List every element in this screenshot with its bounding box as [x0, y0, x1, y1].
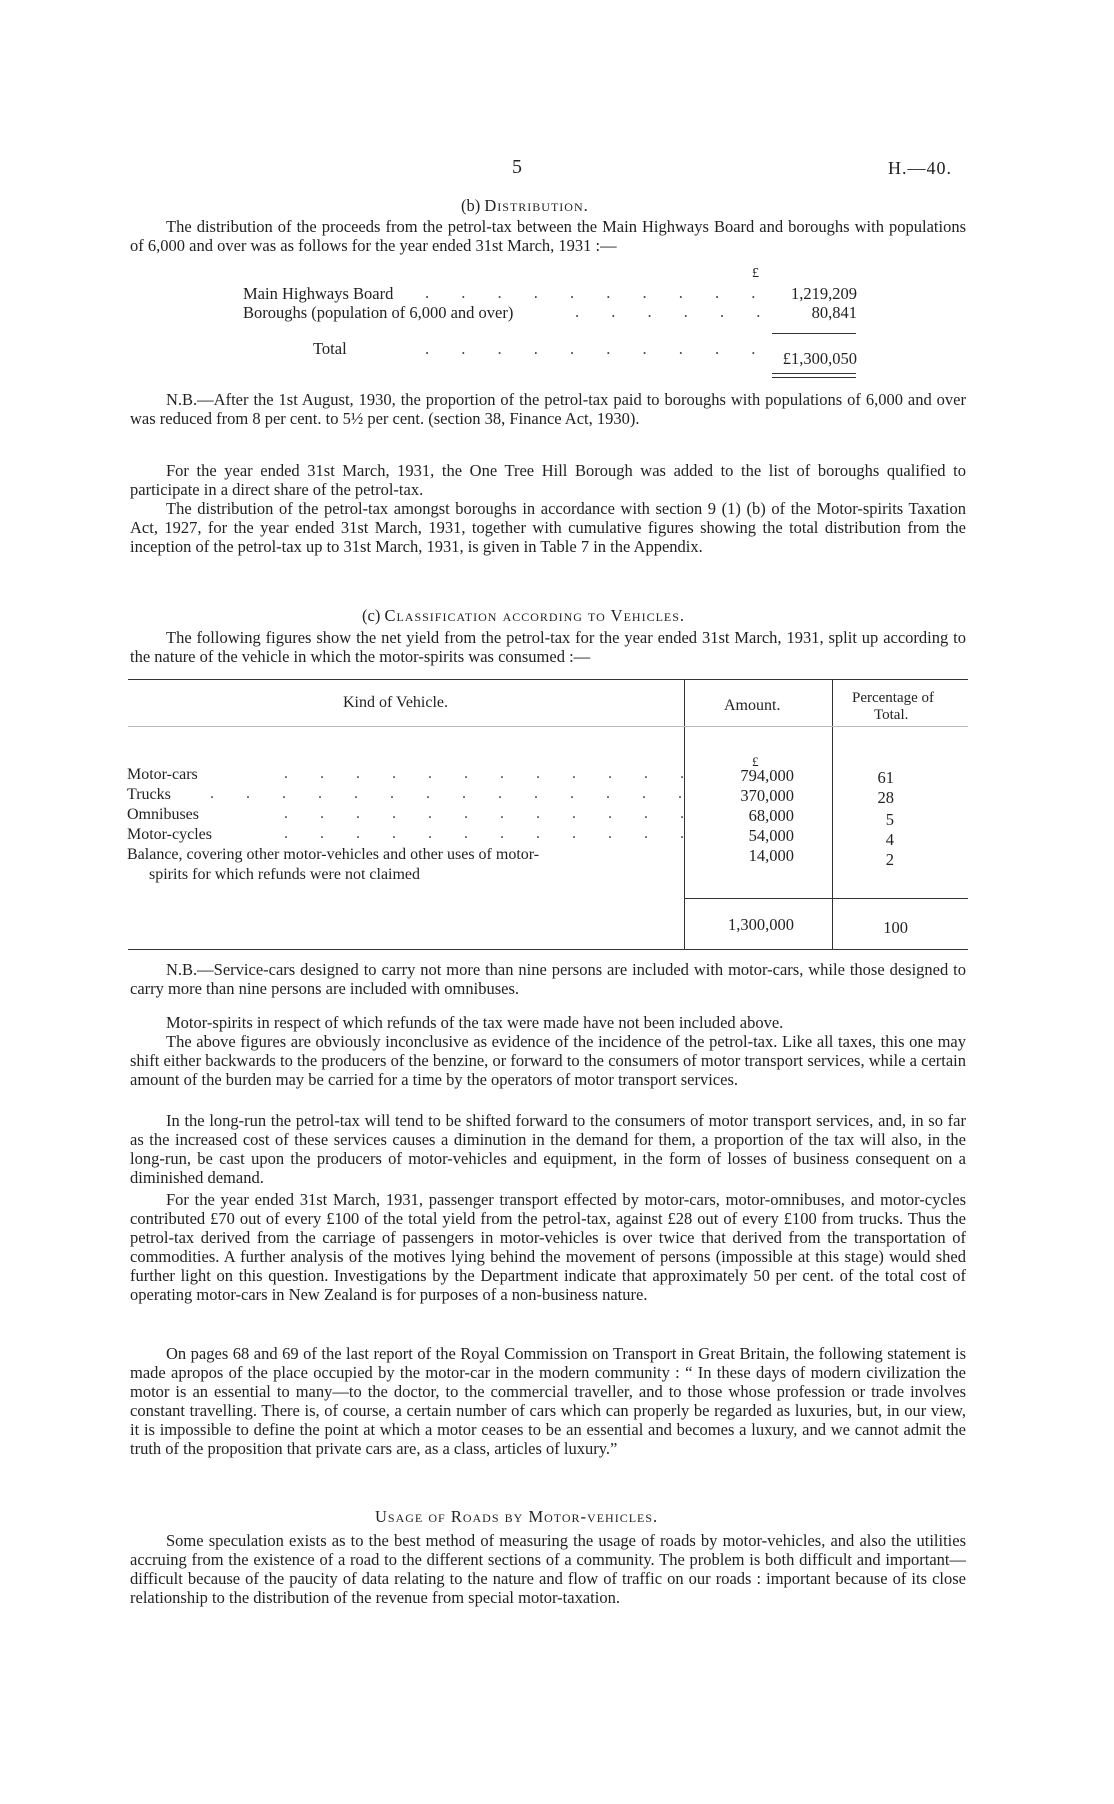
column-header-kind: Kind of Vehicle.: [343, 694, 449, 711]
table-row-kind: Balance, covering other motor-vehicles and other uses of motor-: [127, 846, 540, 863]
distribution-nb: N.B.—After the 1st August, 1930, the proportion of the petrol-tax paid to boroughs with populations of 6,000 and over was reduced from 8 per cent. to 5½ per cent. (section 38, Finance Act, 1930).: [130, 390, 966, 428]
table-row-amount: 370,000: [740, 786, 794, 805]
leader-dots: . . . . . . . . . .: [425, 339, 770, 358]
classification-heading-title: Classification according to Vehicles.: [384, 606, 686, 625]
distribution-paragraph: The distribution of the petrol-tax amongst boroughs in accordance with section 9 (1) (b) of the Motor-spirits Taxation Act, 1927, for the year ended 31st March, 1931, together with cumulative figures showing the total distribution from the inception of the petrol-tax up to 31st March, 1931, is given in Table 7 in the Appendix.: [130, 499, 966, 556]
table-bottom-rule: [128, 949, 968, 950]
distribution-intro: The distribution of the proceeds from the petrol-tax between the Main Highways Board and boroughs with populations of 6,000 and over was as follows for the year ended 31st March, 1931 :—: [130, 217, 966, 255]
leader-dots: . . . . . . . . . . . .: [284, 825, 698, 842]
table-column-rule: [832, 679, 833, 949]
leader-dots: . . . . . . . . . . . .: [284, 805, 698, 822]
table-top-rule: [128, 679, 968, 680]
table-row-kind: Trucks: [127, 786, 171, 803]
table-total-amount: 1,300,000: [728, 915, 794, 934]
pct-total-rule: [832, 898, 968, 899]
amount-currency: £: [752, 754, 759, 769]
leader-dots: . . . . . . . . . . . . . .: [210, 785, 696, 802]
leader-dots: . . . . . . . . . .: [425, 283, 770, 302]
table-header-rule: [128, 726, 968, 727]
classification-intro: The following figures show the net yield from the petrol-tax for the year ended 31st March, 1931, split up according to the nature of the vehicle in which the motor-spirits was consumed :—: [130, 628, 966, 666]
table-total-percentage: 100: [883, 918, 908, 937]
table-row-percentage: 2: [885, 850, 894, 869]
distribution-currency: £: [752, 266, 759, 281]
column-header-percentage: Percentage of: [852, 690, 935, 706]
distribution-row-value: 80,841: [811, 303, 857, 322]
classification-heading: [362, 606, 685, 626]
column-header-percentage-line2: Total.: [874, 707, 909, 723]
classification-paragraph: In the long-run the petrol-tax will tend to be shifted forward to the consumers of motor transport services, and, in so far as the increased cost of these services causes a diminution in the demand for them, a proportion of the tax will also, in the long-run, be cast upon the producers of motor-vehicles and equipment, in the form of losses of business consequent on a diminished demand.: [130, 1111, 966, 1187]
distribution-heading-label: (b): [461, 196, 481, 215]
classification-heading-label: (c): [362, 606, 381, 625]
table-row-percentage: 61: [877, 768, 894, 787]
distribution-paragraph: For the year ended 31st March, 1931, the One Tree Hill Borough was added to the list of boroughs qualified to participate in a direct share of the petrol-tax.: [130, 461, 966, 499]
table-row-amount: 54,000: [748, 826, 794, 845]
distribution-total-value: £1,300,050: [782, 349, 857, 368]
column-header-amount: Amount.: [724, 697, 781, 714]
classification-paragraph: The above figures are obviously inconclusive as evidence of the incidence of the petrol-tax. Like all taxes, this one may shift either backwards to the producers of the benzine, or forward to the consumers of motor transport services, while a certain amount of the burden may be carried for a time by the operators of motor transport services.: [130, 1032, 966, 1089]
distribution-row-label: Boroughs (population of 6,000 and over): [243, 303, 514, 322]
table-row-percentage: 5: [885, 810, 894, 829]
usage-heading: Usage of Roads by Motor-vehicles.: [375, 1507, 659, 1526]
classification-paragraph: Motor-spirits in respect of which refunds of the tax were made have not been included above.: [166, 1013, 784, 1032]
classification-nb: N.B.—Service-cars designed to carry not more than nine persons are included with motor-cars, while those designed to carry more than nine persons are included with omnibuses.: [130, 960, 966, 998]
table-row-kind: Motor-cycles: [127, 826, 212, 843]
usage-paragraph: Some speculation exists as to the best method of measuring the usage of roads by motor-vehicles, and also the utilities accruing from the existence of a road to the different sections of a community. The problem is both difficult and important—difficult because of the paucity of data relating to the nature and flow of traffic on our roads : important because of its close relationship to the distribution of the revenue from special motor-taxation.: [130, 1531, 966, 1607]
table-row-percentage: 4: [885, 830, 894, 849]
distribution-heading-title: Distribution.: [484, 196, 589, 215]
table-row-percentage: 28: [877, 788, 894, 807]
table-row-kind: Motor-cars: [127, 766, 198, 783]
page-number: 5: [512, 156, 522, 178]
leader-dots: . . . . . .: [575, 302, 775, 321]
table-row-amount: 14,000: [748, 846, 794, 865]
classification-paragraph: On pages 68 and 69 of the last report of the Royal Commission on Transport in Great Britain, the following statement is made apropos of the place occupied by the motor-car in the modern community : “ In these days of modern civilization the motor is an essential to many—to the doctor, to the commercial traveller, and to those whose profession or trade involves constant travelling. There is, of course, a certain number of cars which can properly be regarded as luxuries, but, in our view, it is impossible to define the point at which a motor ceases to be an essential and becomes a luxury, and we cannot admit the truth of the proposition that private cars are, as a class, articles of luxury.”: [130, 1344, 966, 1458]
total-rule-top: [772, 373, 856, 374]
distribution-row-label: Main Highways Board: [243, 284, 394, 303]
amount-total-rule: [684, 898, 832, 899]
sum-rule: [772, 333, 856, 334]
table-row-amount: 68,000: [748, 806, 794, 825]
leader-dots: . . . . . . . . . . . .: [284, 765, 698, 782]
table-row-kind: Omnibuses: [127, 806, 199, 823]
table-row-kind-continuation: spirits for which refunds were not claimed: [149, 866, 421, 883]
distribution-total-label: Total: [313, 339, 347, 358]
table-row-amount: 794,000: [740, 766, 794, 785]
distribution-row-value: 1,219,209: [791, 284, 857, 303]
total-rule-bottom: [772, 377, 856, 378]
classification-paragraph: For the year ended 31st March, 1931, passenger transport effected by motor-cars, motor-omnibuses, and motor-cycles contributed £70 out of every £100 of the total yield from the petrol-tax, against £28 out of every £100 from trucks. Thus the petrol-tax derived from the carriage of passengers in motor-vehicles is over twice that derived from the transportation of commodities. A further analysis of the motives lying behind the movement of persons (impossible at this stage) would shed further light on this question. Investigations by the Department indicate that approximately 50 per cent. of the total cost of operating motor-cars in New Zealand is for purposes of a non-business nature.: [130, 1190, 966, 1304]
document-reference: H.—40.: [888, 158, 952, 178]
distribution-heading: [461, 196, 589, 216]
